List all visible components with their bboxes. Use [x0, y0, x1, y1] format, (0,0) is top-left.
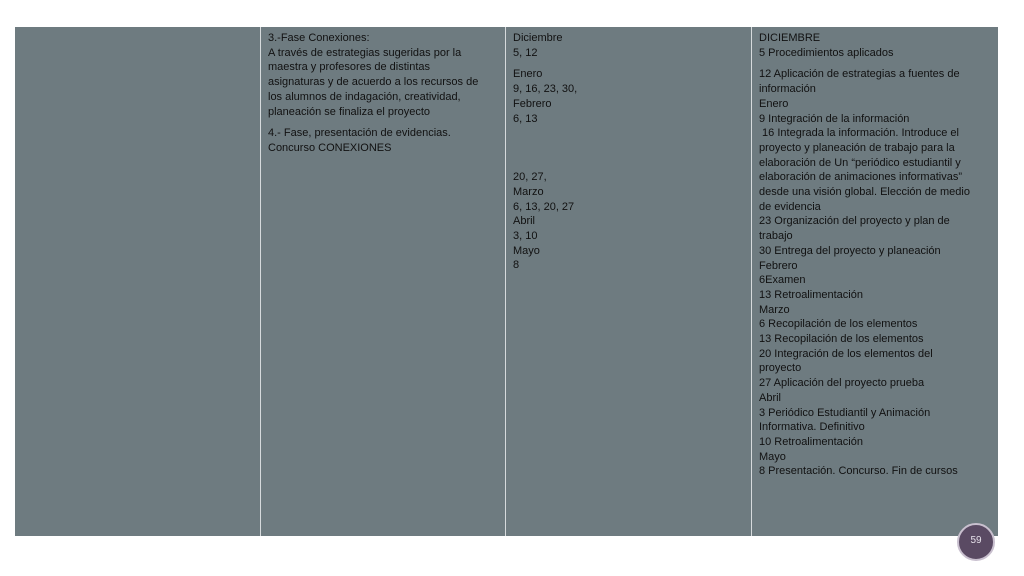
text-line: 8 Presentación. Concurso. Fin de cursos: [759, 465, 958, 478]
schedule-table: [15, 27, 998, 536]
text-line: 23 Organización del proyecto y plan de: [759, 215, 950, 228]
text-line: 9 Integración de la información: [759, 112, 910, 125]
text-line: proyecto: [759, 362, 802, 375]
text-line: Mayo: [513, 244, 540, 257]
text-line: Diciembre: [513, 32, 563, 44]
text-line: 30 Entrega del proyecto y planeación: [759, 244, 941, 257]
text-line: elaboración de Un “periódico estudiantil y: [759, 156, 961, 169]
text-line: 10 Retroalimentación: [759, 435, 863, 448]
text-line: 6 Recopilación de los elementos: [759, 318, 918, 331]
text-line: desde una visión global. Elección de medio: [759, 186, 970, 199]
text-line: Mayo: [759, 450, 786, 463]
page-number: 59: [970, 535, 982, 546]
text-line: 5, 12: [513, 46, 538, 59]
text-line: 12 Aplicación de estrategias a fuentes de: [759, 68, 960, 81]
text-line: 20, 27,: [513, 171, 547, 184]
text-line: 20 Integración de los elementos del: [759, 347, 933, 360]
text-line: 13 Recopilación de los elementos: [759, 333, 924, 346]
text-line: Febrero: [759, 259, 798, 272]
text-line: 27 Aplicación del proyecto prueba: [759, 377, 925, 390]
table-cell-empty: [15, 27, 261, 536]
text-line: información: [759, 83, 816, 96]
text-line: de evidencia: [759, 200, 821, 213]
text-line: 16 Integrada la información. Introduce el: [759, 127, 959, 140]
text-line: los alumnos de indagación, creatividad,: [268, 90, 461, 103]
text-line: 6, 13, 20, 27: [513, 200, 575, 213]
text-line: Marzo: [513, 185, 544, 198]
text-line: 4.- Fase, presentación de evidencias.: [268, 127, 451, 140]
text-line: Marzo: [759, 303, 790, 316]
text-line: Abril: [513, 215, 536, 228]
text-line: proyecto y planeación de trabajo para la: [759, 141, 955, 154]
text-line: 6Examen: [759, 274, 806, 287]
table-cell-activities: [752, 27, 998, 536]
text-line: 3.-Fase Conexiones:: [268, 32, 370, 44]
text-line: 8: [513, 259, 520, 272]
page-number-badge: [957, 523, 995, 561]
text-line: Concurso CONEXIONES: [268, 141, 392, 154]
text-line: planeación se finaliza el proyecto: [268, 105, 431, 118]
text-line: A través de estrategias sugeridas por la: [268, 46, 462, 59]
text-line: 3, 10: [513, 230, 538, 243]
text-line: 9, 16, 23, 30,: [513, 83, 578, 96]
text-line: 6, 13: [513, 112, 538, 125]
text-line: elaboración de animaciones informativas”: [759, 171, 962, 184]
text-line: Febrero: [513, 97, 552, 110]
text-line: Informativa. Definitivo: [759, 421, 865, 434]
text-line: 3 Periódico Estudiantil y Animación: [759, 406, 931, 419]
text-line: 5 Procedimientos aplicados: [759, 46, 894, 59]
text-line: Enero: [513, 68, 543, 81]
text-line: maestra y profesores de distintas: [268, 61, 431, 74]
text-line: 13 Retroalimentación: [759, 288, 863, 301]
text-line: Abril: [759, 391, 782, 404]
text-line: trabajo: [759, 230, 793, 243]
text-line: asignaturas y de acuerdo a los recursos de: [268, 76, 479, 89]
text-line: Enero: [759, 97, 789, 110]
text-line: DICIEMBRE: [759, 32, 821, 44]
table-cell-dates: [506, 27, 752, 536]
table-cell-phases: [261, 27, 506, 536]
